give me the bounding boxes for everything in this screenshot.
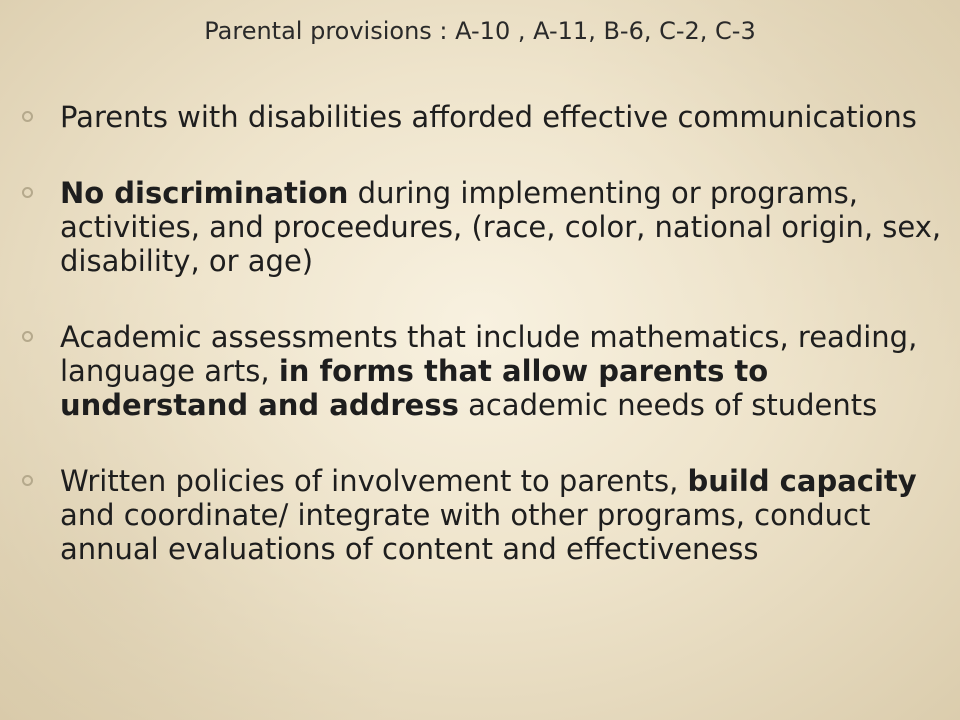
- bullet-item-written-policies: [0, 464, 960, 566]
- bullet-text: Academic assessments that include mathematics, reading, language arts,: [60, 320, 918, 388]
- bullet-text: academic needs of students: [458, 388, 878, 422]
- bullet-item-effective-communications: [0, 100, 960, 134]
- bullet-item-academic-assessments: [0, 320, 960, 422]
- bullet-text: during implementing or programs, activities, and proceedures, (race, color, national origin, sex, disability, or age): [60, 176, 942, 278]
- bullet-item-no-discrimination: [0, 176, 960, 278]
- bullet-text: and coordinate/ integrate with other programs, conduct annual evaluations of content and effectiveness: [60, 498, 871, 566]
- bullet-text-emphasis: in forms that allow parents to understand and address: [60, 354, 769, 422]
- bullet-list: [0, 100, 960, 566]
- bullet-text: Parents with disabilities afforded effective communications: [60, 100, 917, 134]
- bullet-text-emphasis: build capacity: [687, 464, 917, 498]
- hollow-circle-icon: [22, 475, 33, 486]
- hollow-circle-icon: [22, 331, 33, 342]
- bullet-text: Written policies of involvement to parents,: [60, 464, 688, 498]
- slide-title: Parental provisions : A-10 , A-11, B-6, C-2, C-3: [204, 17, 756, 45]
- hollow-circle-icon: [22, 187, 33, 198]
- bullet-text-emphasis: No discrimination: [60, 176, 349, 210]
- hollow-circle-icon: [22, 111, 33, 122]
